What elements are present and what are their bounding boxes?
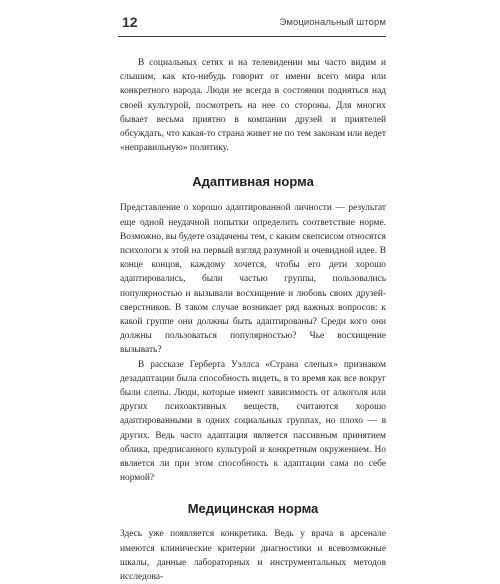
page-number: 12 [122,14,138,30]
page-header [118,12,386,37]
section-heading-medical-norm: Медицинская норма [187,501,319,517]
adaptive-paragraph-1: Представление о хорошо адаптированной личности — результат еще одной неудачной попытки определить соответствие норме. Возможно, вы будете озадачены тем, с каким скепсисом относятся психологи к этой на первый взгляд разумной и очевидной идее. В конце концов, каждому хочется, чтобы его дети хорошо адаптировались, были частью группы, пользовались популярностью и вызывали восхищение и любовь своих друзей-сверстников. В таком случае возникает ряд важных вопросов: к какой группе они должны быть адаптированы? Среди кого они должны пользоваться популярностью? Чье восхищение вызывать? [120,203,386,356]
page-body [120,56,386,584]
intro-paragraph: В социальных сетях и на телевидении мы часто видим и слышим, как кто-нибудь говорит от имени всего мира или конкретного народа. Люди не всегда в состоянии подняться над своей культурой, посмотреть на нее со стороны. Для многих бывает весьма приятно в компании друзей и приятелей обсуждать, что какая-то страна живет не по тем законам или ведет «неправильную» политику. [120,58,386,154]
adaptive-paragraph-2: В рассказе Герберта Уэллса «Страна слепых» признаком дезадаптации была способность видеть, в то время как все вокруг были слепы. Люди, которые имеют зависимость от алкоголя или других психоактивных веществ, считаются хорошо адаптированными в одних социальных группах, но плохо — в других. Ведь часто адаптация является пассивным принятием облика, предписанного культурой и конкретным окружением. Но является ли при этом способность к адаптации сама по себе нормой? [120,359,386,484]
medical-paragraph-1: Здесь уже появляется конкретика. Ведь у врача в арсенале имеются клинические критерии диагностики и всевозможные шкалы, данные лабораторных и инструментальных методов исследова- [120,529,386,583]
section-heading-adaptive-norm: Адаптивная норма [192,174,314,190]
running-title: Эмоциональный шторм [279,17,386,28]
